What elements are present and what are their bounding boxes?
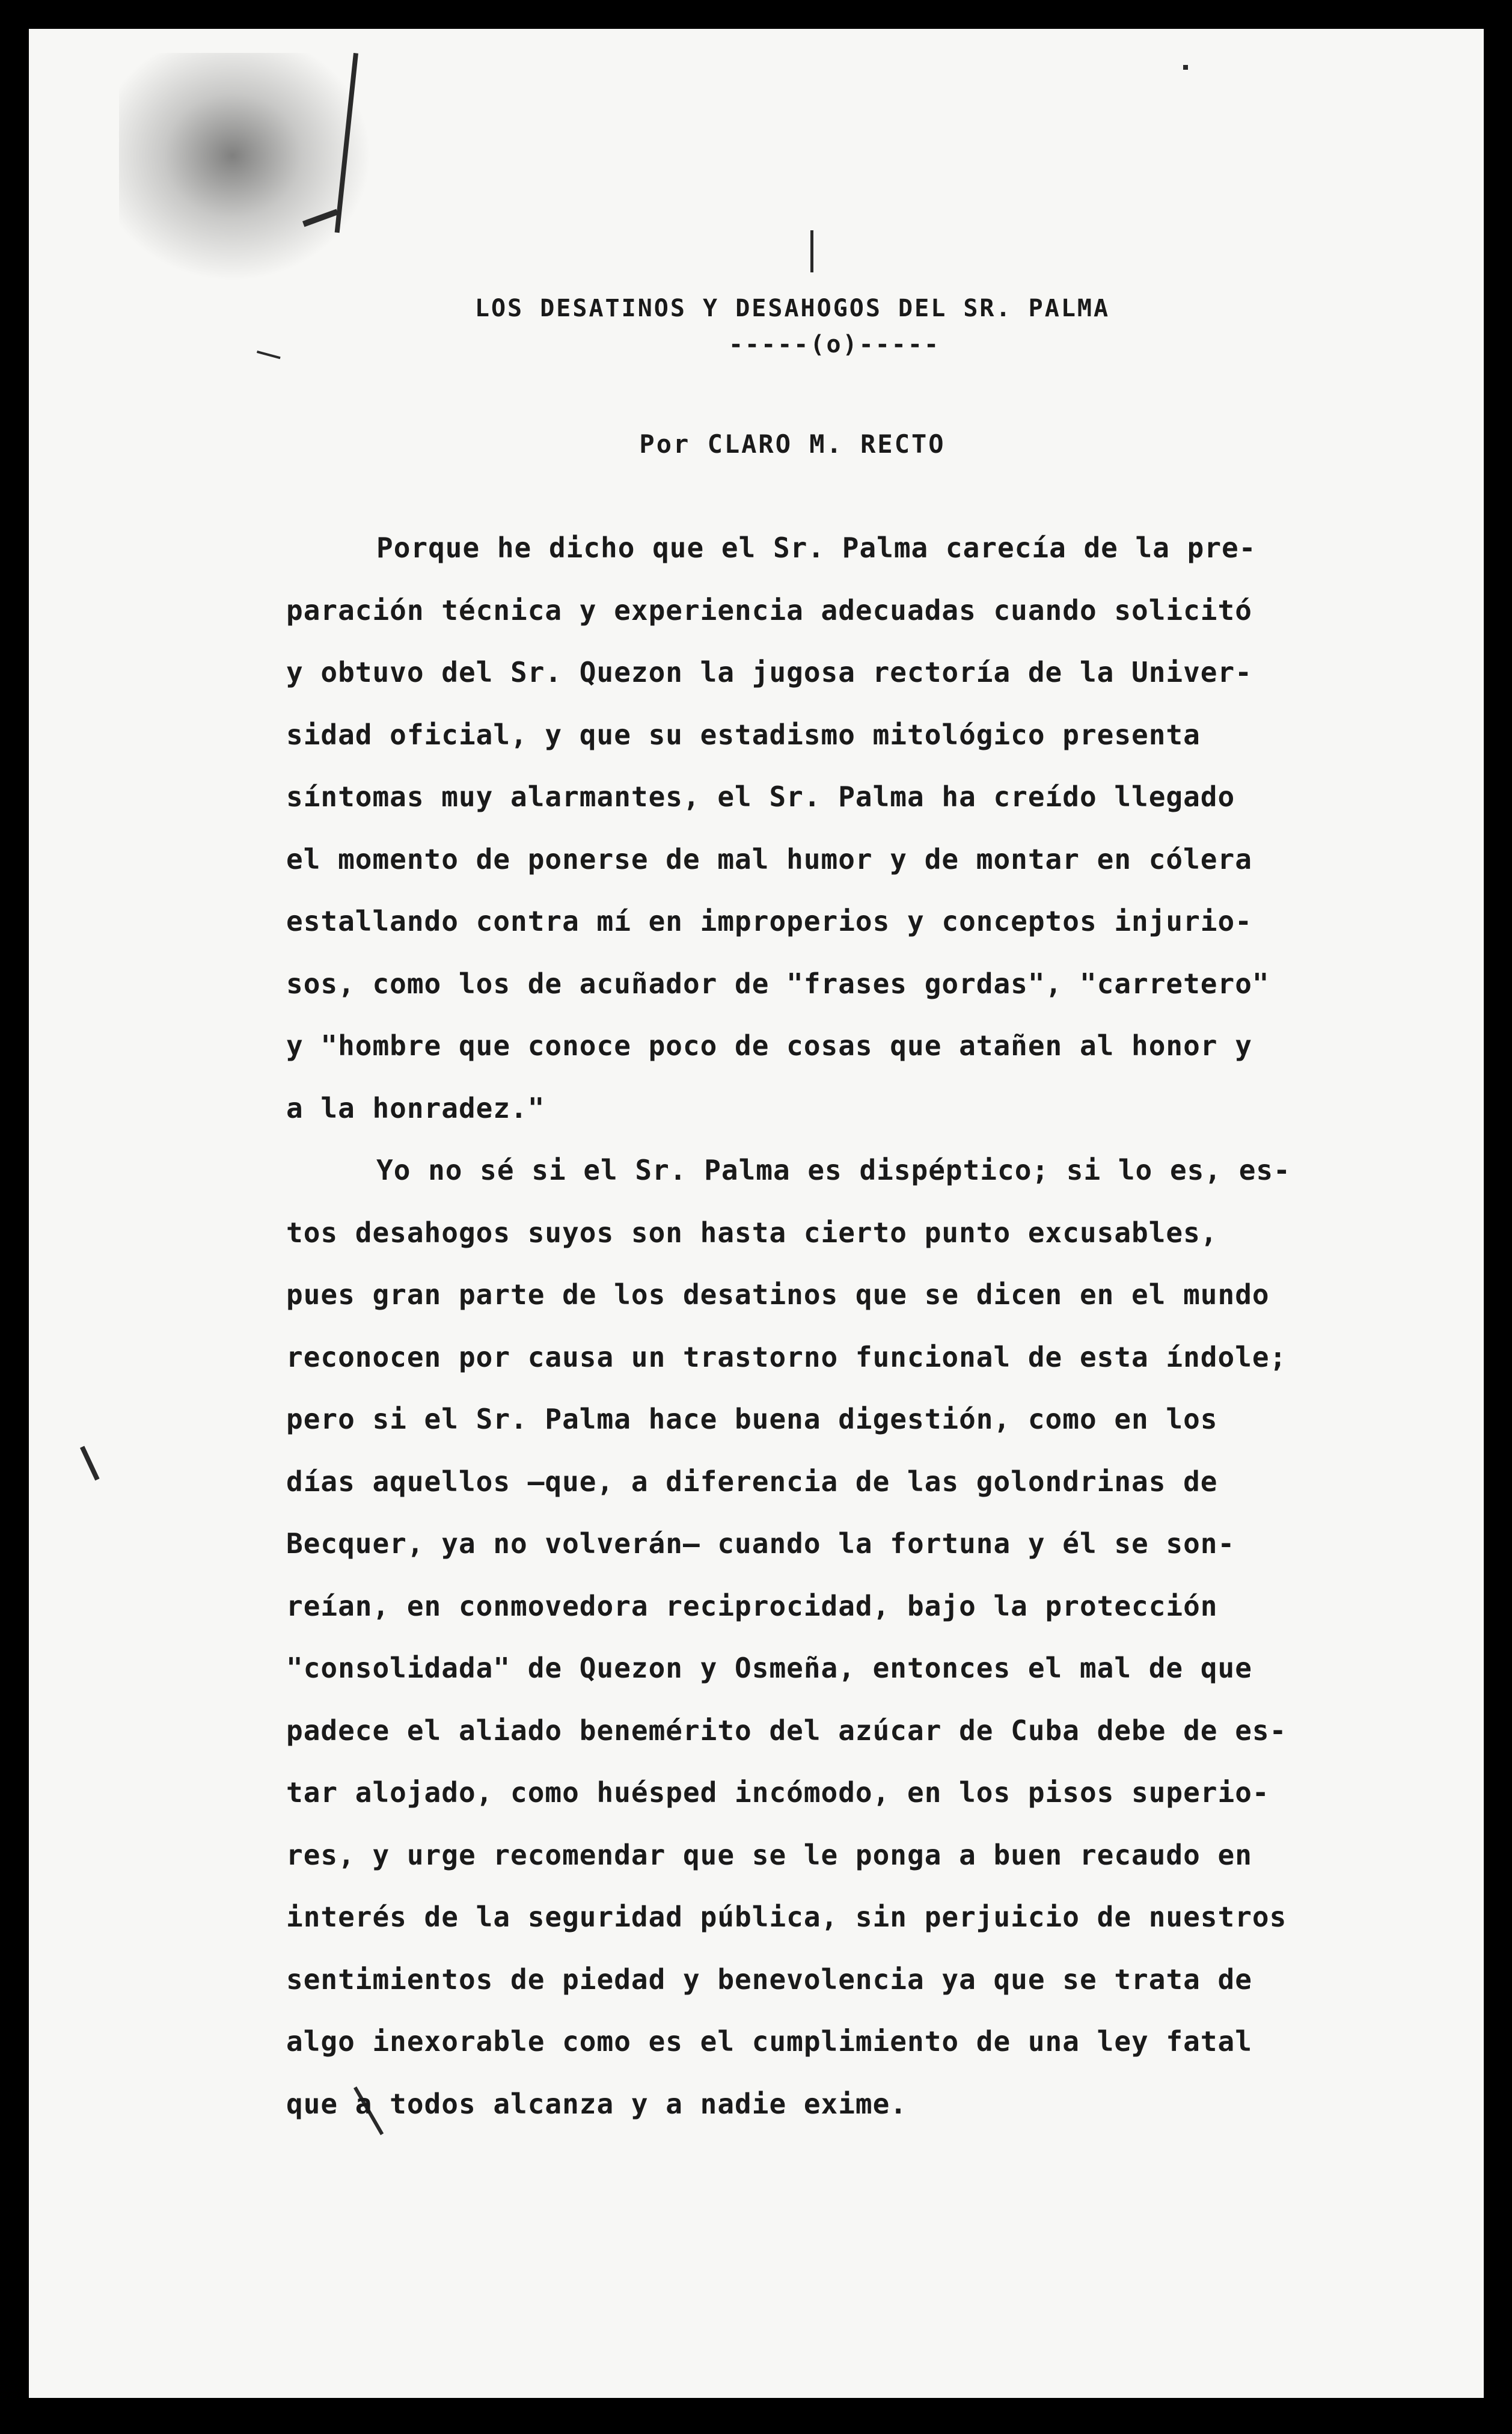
text-line: pero si el Sr. Palma hace buena digestión, como en los: [286, 1403, 1218, 1435]
body-text: [286, 517, 1386, 2135]
title-separator: -----(o)-----: [728, 331, 941, 358]
text-line: estallando contra mí en improperios y conceptos injurio-: [286, 905, 1252, 937]
ink-stroke: [810, 230, 813, 272]
text-line: Porque he dicho que el Sr. Palma carecía de la pre-: [376, 532, 1256, 564]
text-line: padece el aliado benemérito del azúcar de Cuba debe de es-: [286, 1714, 1287, 1747]
paragraph-2: [286, 1139, 1386, 2135]
text-line: reían, en conmovedora reciprocidad, bajo la protección: [286, 1589, 1218, 1622]
text-line: y "hombre que conoce poco de cosas que atañen al honor y: [286, 1029, 1252, 1062]
ink-dot: [1183, 65, 1188, 70]
document-page: [29, 29, 1484, 2398]
text-line: sentimientos de piedad y benevolencia ya que se trata de: [286, 1963, 1252, 1996]
text-line: res, y urge recomendar que se le ponga a buen recaudo en: [286, 1838, 1252, 1871]
text-line: "consolidada" de Quezon y Osmeña, entonces el mal de que: [286, 1652, 1252, 1684]
text-line: paración técnica y experiencia adecuadas cuando solicitó: [286, 593, 1252, 627]
text-line: días aquellos —que, a diferencia de las golondrinas de: [286, 1465, 1218, 1498]
text-line: reconocen por causa un trastorno funcional de esta índole;: [286, 1340, 1287, 1373]
text-line: pues gran parte de los desatinos que se dicen en el mundo: [286, 1278, 1270, 1311]
text-line: a la honradez.": [286, 1091, 545, 1124]
text-line: el momento de ponerse de mal humor y de montar en cólera: [286, 842, 1252, 875]
text-line: que a todos alcanza y a nadie exime.: [286, 2087, 907, 2120]
text-line: tos desahogos suyos son hasta cierto punto excusables,: [286, 1216, 1218, 1249]
text-line: sos, como los de acuñador de "frases gordas", "carretero": [286, 967, 1270, 1000]
text-line: y obtuvo del Sr. Quezon la jugosa rectoría de la Univer-: [286, 656, 1252, 688]
text-line: tar alojado, como huésped incómodo, en los pisos superio-: [286, 1776, 1270, 1809]
text-line: Yo no sé si el Sr. Palma es dispéptico; si lo es, es-: [376, 1154, 1291, 1186]
text-line: sidad oficial, y que su estadismo mitológico presenta: [286, 718, 1201, 751]
text-line: síntomas muy alarmantes, el Sr. Palma ha creído llegado: [286, 780, 1235, 813]
paragraph-1: [286, 517, 1386, 1139]
text-line: algo inexorable como es el cumplimiento de una ley fatal: [286, 2025, 1252, 2058]
author-byline: Por CLARO M. RECTO: [639, 429, 946, 459]
text-line: interés de la seguridad pública, sin perjuicio de nuestros: [286, 1901, 1287, 1933]
ink-smudge: [119, 53, 372, 281]
text-line: Becquer, ya no volverán— cuando la fortuna y él se son-: [286, 1527, 1235, 1560]
ink-stroke: [80, 1446, 100, 1481]
document-title: LOS DESATINOS Y DESAHOGOS DEL SR. PALMA: [474, 295, 1110, 322]
